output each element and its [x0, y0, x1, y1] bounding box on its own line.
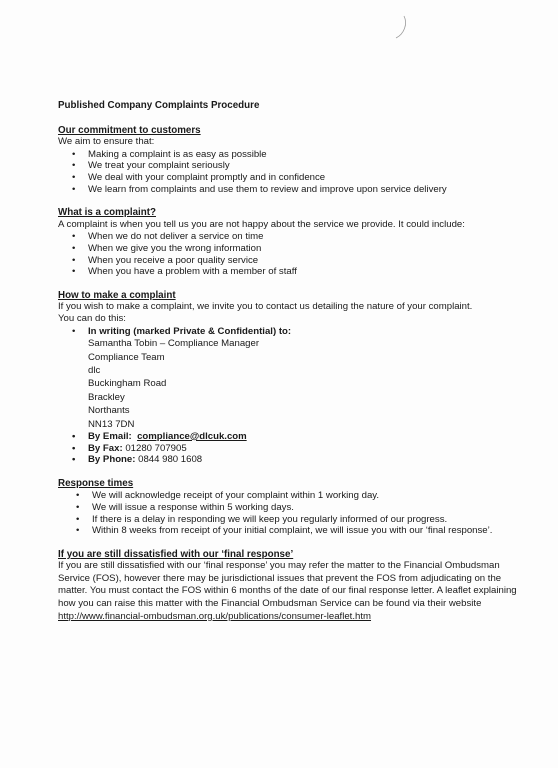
dissatisfied-section	[58, 549, 528, 624]
list-item: • If there is a delay in responding we will keep you regularly informed of our progress.	[92, 514, 528, 526]
fax-label: By Fax:	[88, 442, 123, 454]
document-title: Published Company Complaints Procedure	[58, 100, 260, 111]
address-line: Northants	[88, 405, 130, 417]
document-content	[58, 100, 528, 635]
list-item: • We learn from complaints and use them to review and improve upon service delivery	[88, 184, 528, 196]
how-to-can-do: You can do this:	[58, 312, 126, 324]
dissatisfied-text: If you are still dissatisfied with our ‘final response’ you may refer the matter to the Financial Ombudsman Service (FOS), however there may be jurisdictional issues that prevent the FOS from adjudicating on the matter. You must contact the FOS within 6 months of the date of our final response letter. A leaflet explaining how you can raise this matter with the Financial Ombudsman Service can be found via their website	[58, 560, 517, 610]
list-item: • We deal with your complaint promptly and in confidence	[88, 172, 528, 184]
response-heading: Response times	[58, 477, 134, 489]
list-item: • When we do not deliver a service on time	[88, 231, 528, 243]
list-item: • When you have a problem with a member of staff	[88, 266, 528, 278]
pen-mark	[392, 14, 410, 40]
postal-address	[88, 337, 528, 431]
what-is-list	[58, 231, 528, 277]
what-is-intro: A complaint is when you tell us you are not happy about the service we provide. It could include:	[58, 218, 465, 230]
email-label: By Email:	[88, 430, 132, 442]
contact-methods-list	[58, 326, 528, 466]
contact-email	[88, 431, 528, 443]
list-item: • Within 8 weeks from receipt of your initial complaint, we will issue you with our ‘final response’.	[92, 525, 528, 537]
what-is-section	[58, 207, 528, 278]
address-line: dlc	[88, 364, 101, 376]
contact-fax	[88, 443, 528, 455]
fax-value: 01280 707905	[125, 442, 187, 454]
contact-writing	[88, 326, 528, 431]
commitment-section	[58, 125, 528, 196]
email-link[interactable]: compliance@dlcuk.com	[137, 430, 247, 442]
address-line: NN13 7DN	[88, 418, 135, 430]
contact-phone	[88, 454, 528, 466]
address-line: Compliance Team	[88, 351, 165, 363]
fos-leaflet-link[interactable]: http://www.financial-ombudsman.org.uk/publications/consumer-leaflet.htm	[58, 610, 372, 622]
writing-label: In writing (marked Private & Confidential) to:	[88, 325, 292, 337]
how-to-heading: How to make a complaint	[58, 289, 176, 301]
how-to-intro: If you wish to make a complaint, we invite you to contact us detailing the nature of your complaint.	[58, 301, 473, 313]
dissatisfied-body	[58, 560, 528, 623]
address-line: Buckingham Road	[88, 378, 167, 390]
commitment-intro: We aim to ensure that:	[58, 136, 155, 148]
address-line: Samantha Tobin – Compliance Manager	[88, 338, 260, 350]
dissatisfied-heading: If you are still dissatisfied with our ‘final response’	[58, 548, 294, 560]
phone-value: 0844 980 1608	[138, 454, 203, 466]
response-section	[58, 478, 528, 537]
list-item: • When you receive a poor quality service	[88, 255, 528, 267]
list-item: • We will issue a response within 5 working days.	[92, 502, 528, 514]
phone-label: By Phone:	[88, 454, 136, 466]
list-item: • We treat your complaint seriously	[88, 160, 528, 172]
list-item: • Making a complaint is as easy as possible	[88, 149, 528, 161]
list-item: • We will acknowledge receipt of your complaint within 1 working day.	[92, 490, 528, 502]
address-line: Brackley	[88, 391, 125, 403]
list-item: • When we give you the wrong information	[88, 243, 528, 255]
response-list	[58, 490, 528, 536]
commitment-heading: Our commitment to customers	[58, 124, 201, 136]
commitment-list	[58, 149, 528, 195]
what-is-heading: What is a complaint?	[58, 207, 156, 219]
how-to-section	[58, 290, 528, 466]
